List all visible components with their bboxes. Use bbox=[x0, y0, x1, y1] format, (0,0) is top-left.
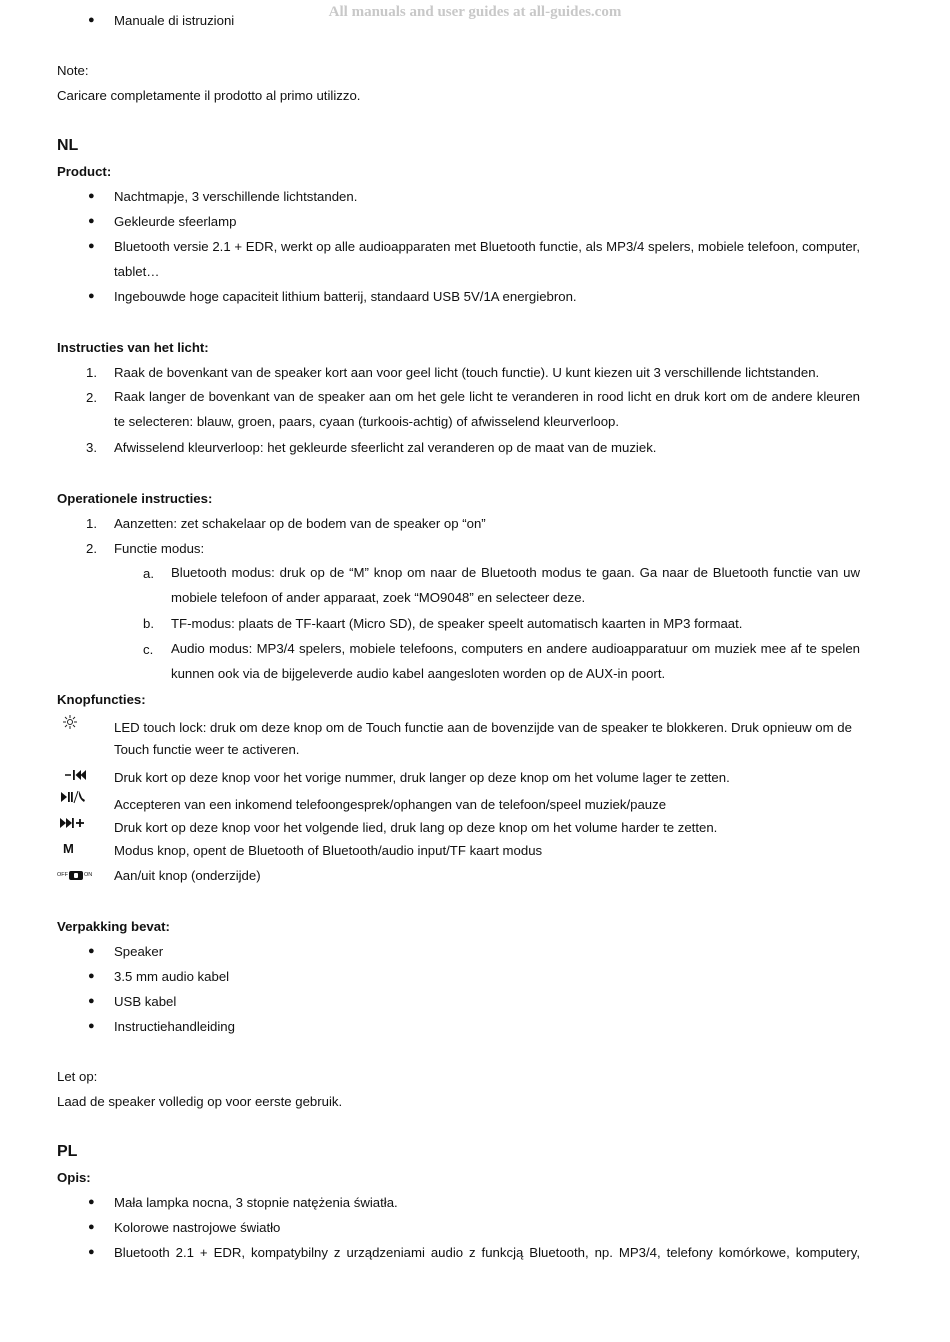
list-item: Nachtmapje, 3 verschillende lichtstanden. bbox=[114, 189, 358, 204]
section-heading-package: Verpakking bevat: bbox=[57, 919, 170, 934]
section-heading-operation: Operationele instructies: bbox=[57, 491, 213, 506]
list-item: Kolorowe nastrojowe światło bbox=[114, 1220, 281, 1235]
button-description: Druk kort op deze knop voor het volgende lied, druk lang op deze knop om het volume harder te zetten. bbox=[114, 820, 718, 835]
bullet-dot: ● bbox=[88, 290, 95, 302]
list-number: 1. bbox=[86, 516, 97, 531]
list-item: Raak langer de bovenkant van de speaker aan om het gele licht te veranderen in rood licht en druk kort om de andere kleuren te selecteren: blauw, groen, paars, cyaan (turkoois-achtig) of afwisselend kleurverloop. bbox=[114, 389, 860, 429]
list-number: 2. bbox=[86, 541, 97, 556]
list-item: Afwisselend kleurverloop: het gekleurde sfeerlicht zal veranderen op de maat van de muziek. bbox=[114, 440, 657, 455]
list-item: Bluetooth 2.1 + EDR, kompatybilny z urządzeniami audio z funkcją Bluetooth, np. MP3/4, telefony komórkowe, komputery, bbox=[114, 1245, 860, 1260]
bullet-dot: ● bbox=[88, 945, 95, 957]
list-item: Bluetooth modus: druk op de “M” knop om naar de Bluetooth modus te gaan. Ga naar de Bluetooth functie van uw mobiele telefoon of ander apparaat, zoek “MO9048” en selecteer deze. bbox=[171, 565, 860, 605]
list-number: 2. bbox=[86, 390, 97, 405]
list-item: Bluetooth versie 2.1 + EDR, werkt op alle audioapparaten met Bluetooth functie, als MP3/4 spelers, mobiele telefoon, computer, tablet… bbox=[114, 239, 860, 279]
list-item: USB kabel bbox=[114, 994, 177, 1009]
switch-on-label: ON bbox=[84, 872, 93, 878]
list-letter: c. bbox=[143, 642, 154, 657]
bullet-dot: ● bbox=[88, 240, 95, 252]
section-heading-description: Opis: bbox=[57, 1170, 91, 1185]
button-description: LED touch lock: druk om deze knop om de Touch functie aan de bovenzijde van de speaker te blokkeren. Druk opnieuw om de Touch functie weer te activeren. bbox=[114, 720, 852, 757]
bullet-dot: ● bbox=[88, 1221, 95, 1233]
note-text: Laad de speaker volledig op voor eerste gebruik. bbox=[57, 1094, 343, 1109]
note-label: Let op: bbox=[57, 1069, 98, 1084]
bullet-dot: ● bbox=[88, 190, 95, 202]
button-description: Druk kort op deze knop voor het vorige nummer, druk langer op deze knop om het volume lager te zetten. bbox=[114, 770, 730, 785]
language-heading-pl: PL bbox=[57, 1143, 78, 1160]
section-heading-product: Product: bbox=[57, 164, 112, 179]
bullet-dot: ● bbox=[88, 1020, 95, 1032]
switch-body bbox=[69, 871, 83, 880]
list-item: Ingebouwde hoge capaciteit lithium batterij, standaard USB 5V/1A energiebron. bbox=[114, 289, 577, 304]
watermark: All manuals and user guides at all-guides.com bbox=[328, 4, 622, 20]
list-letter: a. bbox=[143, 566, 154, 581]
list-number: 1. bbox=[86, 365, 97, 380]
list-item: Speaker bbox=[114, 944, 164, 959]
button-description: Accepteren van een inkomend telefoongesprek/ophangen van de telefoon/speel muziek/pauze bbox=[114, 797, 667, 812]
next-volume-up-icon bbox=[58, 815, 94, 831]
list-number: 3. bbox=[86, 440, 97, 455]
list-item: Mała lampka nocna, 3 stopnie natężenia światła. bbox=[114, 1195, 398, 1210]
bullet-dot: ● bbox=[88, 215, 95, 227]
previous-volume-down-icon bbox=[58, 767, 94, 783]
language-heading-nl: NL bbox=[57, 137, 79, 154]
bullet-dot: ● bbox=[88, 1246, 95, 1258]
list-item: Raak de bovenkant van de speaker kort aan voor geel licht (touch functie). U kunt kiezen uit 3 verschillende lichtstanden. bbox=[114, 365, 820, 380]
bullet-dot: ● bbox=[88, 14, 95, 26]
section-heading-light: Instructies van het licht: bbox=[57, 340, 209, 355]
list-item: Audio modus: MP3/4 spelers, mobiele telefoons, computers en andere audioapparatuur om muziek mee af te spelen kunnen ook via de bijgeleverde audio kabel aangesloten worden op de AUX-in poort. bbox=[171, 641, 860, 681]
button-description: Modus knop, opent de Bluetooth of Bluetooth/audio input/TF kaart modus bbox=[114, 843, 543, 858]
power-switch-icon bbox=[57, 868, 92, 882]
list-item: Aanzetten: zet schakelaar op de bodem van de speaker op “on” bbox=[114, 516, 486, 531]
list-item: Functie modus: bbox=[114, 541, 205, 556]
bullet-dot: ● bbox=[88, 1196, 95, 1208]
note-text: Caricare completamente il prodotto al primo utilizzo. bbox=[57, 88, 361, 103]
list-item: Gekleurde sfeerlamp bbox=[114, 214, 237, 229]
bullet-dot: ● bbox=[88, 970, 95, 982]
note-label: Note: bbox=[57, 63, 89, 78]
list-item: Manuale di istruzioni bbox=[114, 13, 235, 28]
section-heading-buttons: Knopfuncties: bbox=[57, 692, 146, 707]
switch-off-label: OFF bbox=[57, 872, 68, 878]
light-touch-lock-icon bbox=[58, 714, 94, 730]
bullet-dot: ● bbox=[88, 995, 95, 1007]
play-pause-phone-icon bbox=[58, 789, 94, 805]
list-item: TF-modus: plaats de TF-kaart (Micro SD), de speaker speelt automatisch kaarten in MP3 formaat. bbox=[171, 616, 743, 631]
list-letter: b. bbox=[143, 616, 154, 631]
list-item: Instructiehandleiding bbox=[114, 1019, 235, 1034]
list-item: 3.5 mm audio kabel bbox=[114, 969, 230, 984]
button-description: Aan/uit knop (onderzijde) bbox=[114, 868, 261, 883]
mode-m-icon: M bbox=[63, 841, 74, 856]
